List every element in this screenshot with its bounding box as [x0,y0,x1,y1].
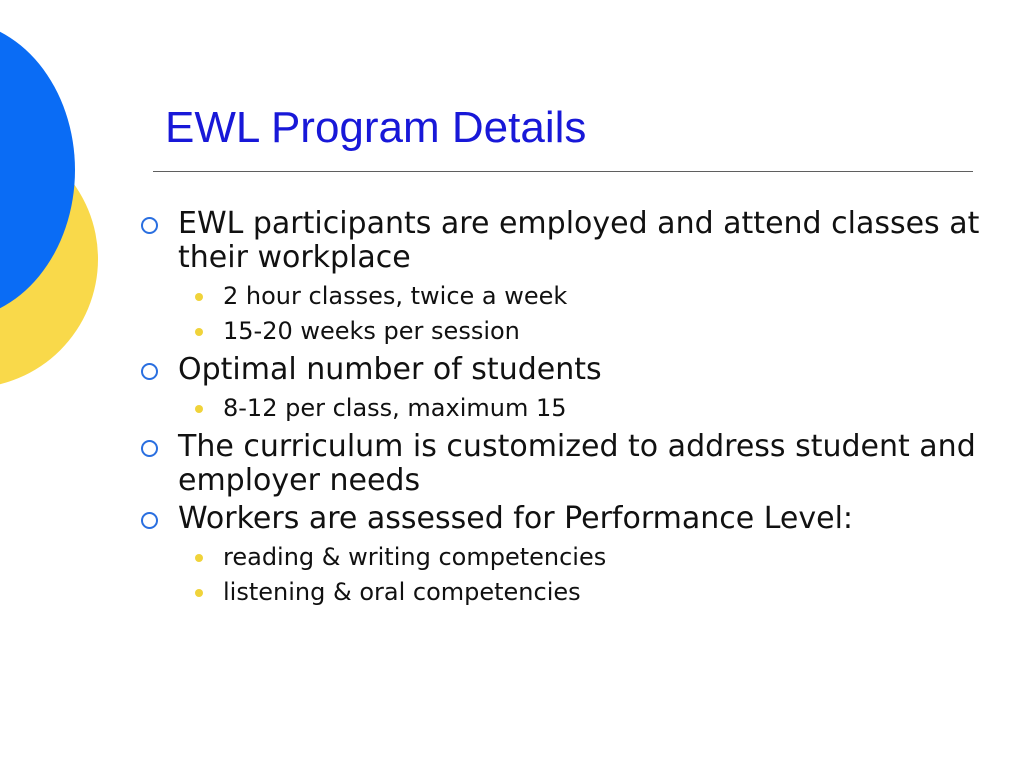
sub-bullet-item [138,279,998,314]
hollow-circle-bullet-icon [141,363,158,380]
dot-bullet-icon [195,293,203,301]
sub-bullet-text: 8-12 per class, maximum 15 [223,394,567,422]
sub-bullet-text: reading & writing competencies [223,543,607,571]
bullet-text: Workers are assessed for Performance Level: [178,501,854,536]
bullet-text: Optimal number of students [178,352,602,387]
sub-bullet-item [138,540,998,575]
sub-bullet-item [138,575,998,610]
slide-title: EWL Program Details [165,103,587,152]
bullet-item [138,207,998,275]
title-divider [153,171,973,172]
sub-bullet-text: 15-20 weeks per session [223,317,520,345]
sub-bullet-item [138,391,998,426]
slide-content [138,207,998,610]
bullet-item [138,502,998,536]
hollow-circle-bullet-icon [141,440,158,457]
dot-bullet-icon [195,328,203,336]
hollow-circle-bullet-icon [141,217,158,234]
bullet-item [138,430,998,498]
hollow-circle-bullet-icon [141,512,158,529]
bullet-text: The curriculum is customized to address student and employer needs [178,429,976,498]
bullet-item [138,353,998,387]
dot-bullet-icon [195,405,203,413]
dot-bullet-icon [195,554,203,562]
sub-bullet-text: listening & oral competencies [223,578,581,606]
sub-bullet-text: 2 hour classes, twice a week [223,282,568,310]
sub-bullet-item [138,314,998,349]
bullet-text: EWL participants are employed and attend classes at their workplace [178,206,980,275]
dot-bullet-icon [195,589,203,597]
